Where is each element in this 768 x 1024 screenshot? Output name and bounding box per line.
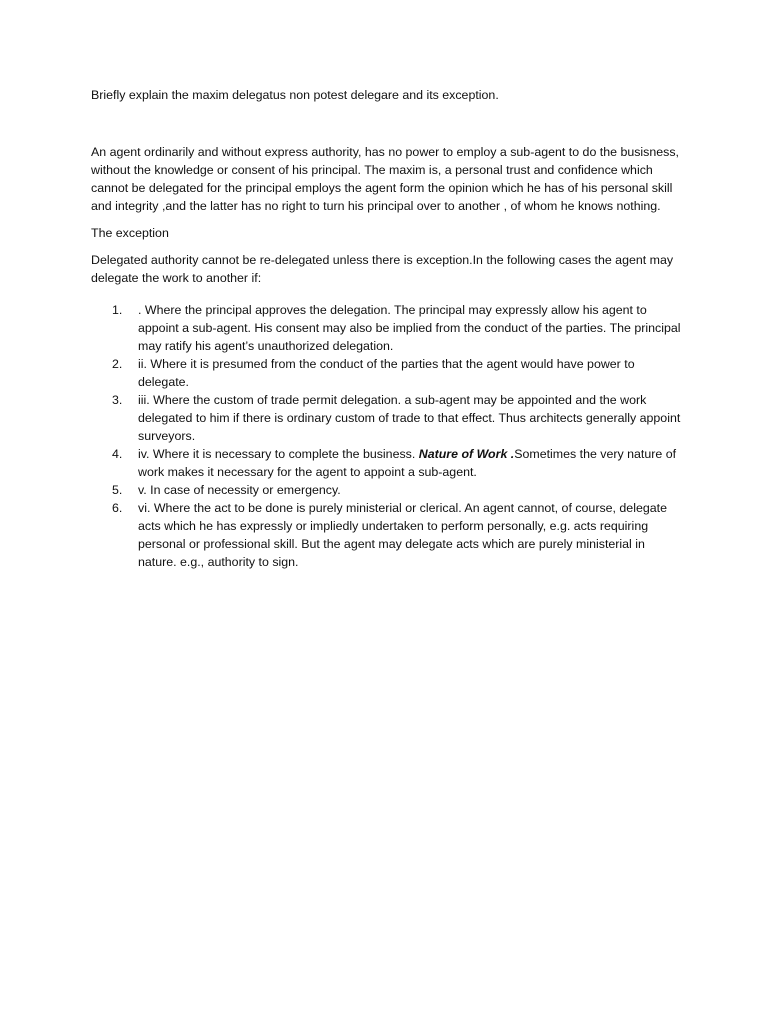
list-item-number: 1. xyxy=(112,303,123,317)
document-title: Briefly explain the maxim delegatus non potest delegare and its exception. xyxy=(91,88,499,102)
list-item-number: 3. xyxy=(112,393,123,407)
list-item-text-continued: Sometimes the very nature of work makes it necessary for the agent to appoint a sub-agent. xyxy=(138,447,677,479)
list-item-text: iv. Where it is necessary to complete the business. xyxy=(138,447,419,461)
list-item-text: . Where the principal approves the delegation. The principal may expressly allow his agent to appoint a sub-agent. His consent may also be implied from the conduct of the parties. The principal may ratify his agent’s unauthorized delegation. xyxy=(138,303,681,353)
list-item-number: 4. xyxy=(112,447,123,461)
list-item xyxy=(91,499,681,571)
list-item-text: ii. Where it is presumed from the conduct of the parties that the agent would have power to delegate. xyxy=(138,357,635,389)
list-item xyxy=(91,445,681,481)
list-item xyxy=(91,481,681,499)
list-item-number: 5. xyxy=(112,483,123,497)
list-item xyxy=(91,391,681,445)
document-page xyxy=(91,86,681,571)
intro-paragraph: An agent ordinarily and without express authority, has no power to employ a sub-agent to do the busisness, without the knowledge or consent of his principal. The maxim is, a personal trust and confidence which cannot be delegated for the principal employs the agent form the opinion which he has of his personal skill and integrity ,and the latter has no right to turn his principal over to another , of whom he knows nothing. xyxy=(91,145,679,213)
exception-list xyxy=(91,301,681,571)
list-item-number: 2. xyxy=(112,357,123,371)
list-item xyxy=(91,355,681,391)
exception-heading: The exception xyxy=(91,226,169,240)
exception-intro-paragraph: Delegated authority cannot be re-delegated unless there is exception.In the following cases the agent may delegate the work to another if: xyxy=(91,253,674,285)
list-item-emphasis: Nature of Work . xyxy=(418,447,515,461)
list-item-text: iii. Where the custom of trade permit delegation. a sub-agent may be appointed and the work delegated to him if there is ordinary custom of trade to that effect. Thus architects generally appoint surveyors. xyxy=(138,393,681,443)
list-item-text: v. In case of necessity or emergency. xyxy=(138,483,341,497)
list-item-number: 6. xyxy=(112,501,123,515)
list-item xyxy=(91,301,681,355)
list-item-text: vi. Where the act to be done is purely ministerial or clerical. An agent cannot, of course, delegate acts which he has expressly or impliedly undertaken to perform personally, e.g. acts requiring personal or professional skill. But the agent may delegate acts which are purely ministerial in nature. e.g., authority to sign. xyxy=(138,501,667,569)
